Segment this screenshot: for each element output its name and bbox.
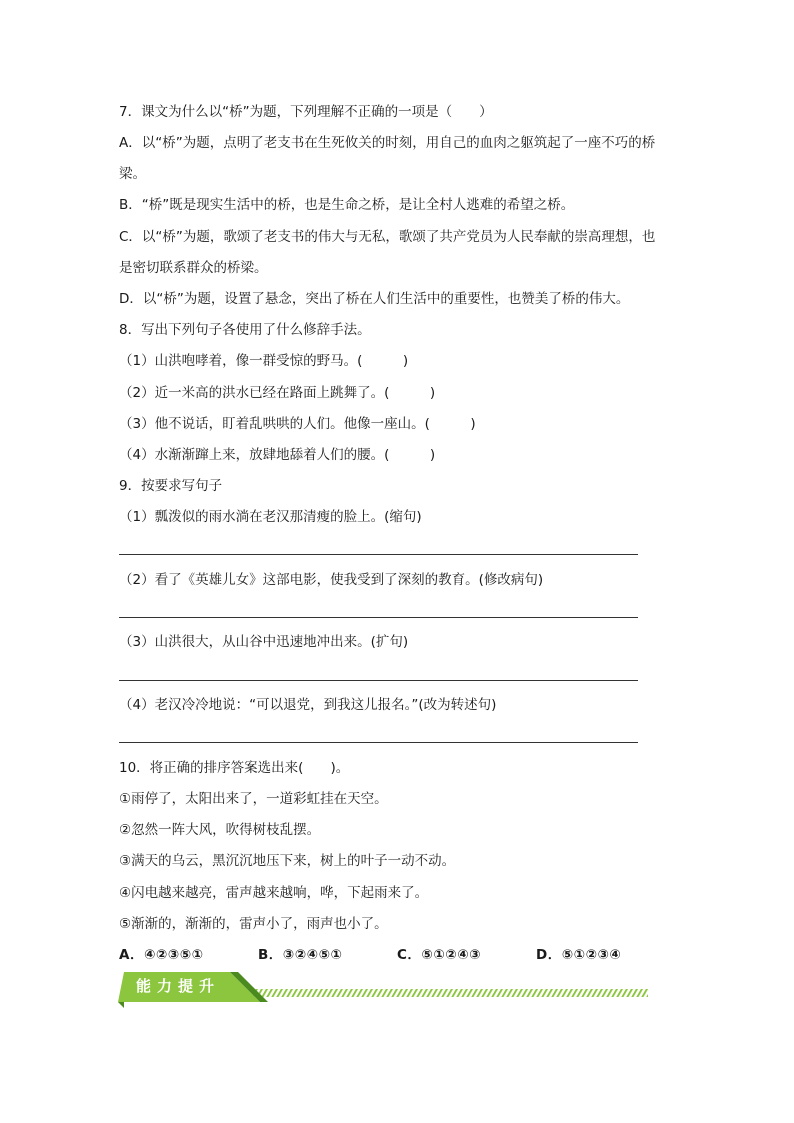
q10-item-3: ③满天的乌云，黑沉沉地压下来，树上的叶子一动不动。: [119, 853, 456, 869]
q7-option-c-line2: 是密切联系群众的桥梁。: [119, 260, 268, 276]
q9-sentence-1: （1）瓢泼似的雨水淌在老汉那清瘦的脸上。(缩句): [119, 509, 422, 525]
q10-item-4: ④闪电越来越亮，雷声越来越响，哗，下起雨来了。: [119, 885, 429, 901]
q10-stem: 10．将正确的排序答案选出来( )。: [119, 760, 350, 776]
q8-sentence-4: （4）水渐渐蹿上来，放肆地舔着人们的腰。( ): [119, 447, 436, 463]
q9-sentence-2: （2）看了《英雄儿女》这部电影，使我受到了深刻的教育。(修改病句): [119, 572, 544, 588]
q8-sentence-2: （2）近一米高的洪水已经在路面上跳舞了。( ): [119, 385, 436, 401]
q7-option-a-line2: 梁。: [119, 166, 146, 182]
banner-label: 能力提升: [136, 977, 221, 995]
q10-item-1: ①雨停了，太阳出来了，一道彩虹挂在天空。: [119, 791, 388, 807]
q7-stem: 7．课文为什么以“桥”为题，下列理解不正确的一项是（ ）: [119, 104, 493, 120]
q9-answer-line-3[interactable]: [119, 680, 638, 681]
q9-answer-line-2[interactable]: [119, 617, 638, 618]
q9-sentence-3: （3）山洪很大，从山谷中迅速地冲出来。(扩句): [119, 634, 409, 650]
q10-item-2: ②忽然一阵大风，吹得树枝乱摆。: [119, 822, 321, 838]
q10-option-b[interactable]: B．③②④⑤①: [258, 947, 343, 963]
q8-sentence-1: （1）山洪咆哮着，像一群受惊的野马。( ): [119, 353, 409, 369]
q9-stem: 9．按要求写句子: [119, 478, 223, 494]
q7-option-c-line1: C．以“桥”为题，歌颂了老支书的伟大与无私，歌颂了共产党员为人民奉献的崇高理想，也: [119, 229, 656, 245]
banner-hatch-stripe: [253, 989, 648, 997]
q10-options: [119, 946, 621, 964]
q10-option-a[interactable]: A．④②③⑤①: [119, 947, 204, 963]
section-banner: [118, 968, 650, 1008]
q9-answer-line-4[interactable]: [119, 742, 638, 743]
banner-fold: [118, 1002, 124, 1008]
q7-option-b: B．“桥”既是现实生活中的桥，也是生命之桥，是让全村人逃难的希望之桥。: [119, 197, 575, 213]
q7-option-a-line1: A．以“桥”为题，点明了老支书在生死攸关的时刻，用自己的血肉之躯筑起了一座不巧的桥: [119, 135, 656, 151]
q8-stem: 8．写出下列句子各使用了什么修辞手法。: [119, 322, 371, 338]
q9-sentence-4: （4）老汉冷冷地说：“可以退党，到我这儿报名。”(改为转述句): [119, 697, 497, 713]
q10-option-d[interactable]: D．⑤①②③④: [536, 947, 622, 963]
q7-option-d: D．以“桥”为题，设置了悬念，突出了桥在人们生活中的重要性，也赞美了桥的伟大。: [119, 291, 630, 307]
q10-option-c[interactable]: C．⑤①②④③: [397, 947, 482, 963]
q8-sentence-3: （3）他不说话，盯着乱哄哄的人们。他像一座山。( ): [119, 416, 476, 432]
q9-answer-line-1[interactable]: [119, 554, 638, 555]
q10-item-5: ⑤渐渐的，渐渐的，雷声小了，雨声也小了。: [119, 916, 388, 932]
